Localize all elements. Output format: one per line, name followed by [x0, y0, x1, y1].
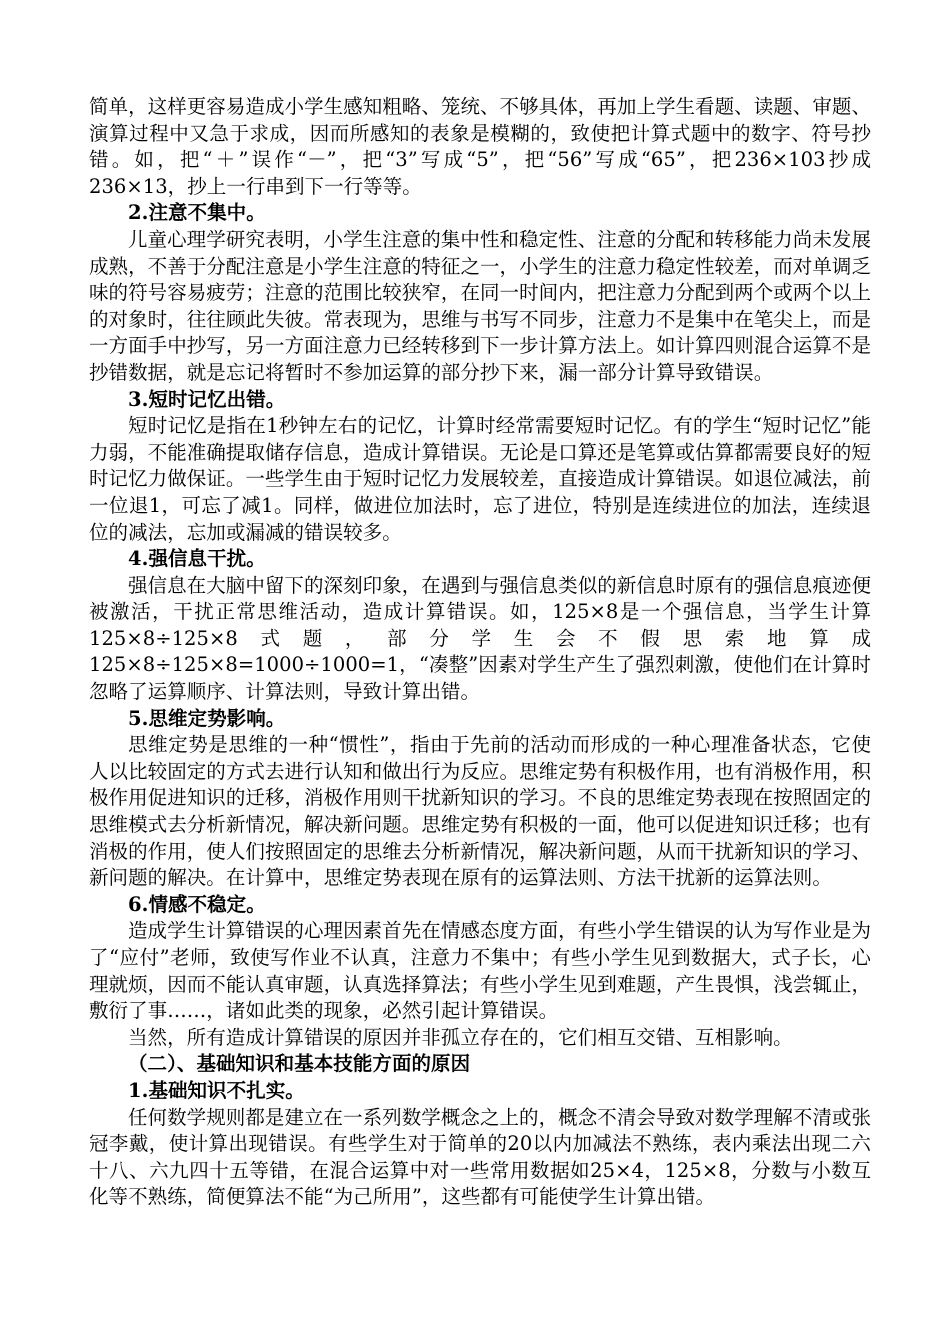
- section-heading-foundation: 1.基础知识不扎实。: [128, 1078, 305, 1102]
- paragraph-foundation: 任何数学规则都是建立在一系列数学概念之上的，概念不清会导致对数学理解不清或张冠李戴，使计算出现错误。有些学生对于简单的20以内加减法不熟练，表内乘法出现二六十八、六九四十五等错，在混合运算中对一些常用数据如25×4，125×8，分数与小数互化等不熟练，简便算法不能“为己所用”，这些都有可能使学生计算出错。: [89, 1105, 871, 1209]
- paragraph-memory: 短时记忆是指在1秒钟左右的记忆，计算时经常需要短时记忆。有的学生“短时记忆”能力弱，不能准确提取储存信息，造成计算错误。无论是口算还是笔算或估算都需要良好的短时记忆力做保证。一些学生由于短时记忆力发展较差，直接造成计算错误。如退位减法，前一位退1，可忘了减1。同样，做进位加法时，忘了进位，特别是连续进位的加法，连续退位的减法，忘加或漏减的错误较多。: [89, 414, 872, 544]
- section-heading-mindset: 5.思维定势影响。: [128, 706, 286, 730]
- paragraph-interference: 强信息在大脑中留下的深刻印象，在遇到与强信息类似的新信息时原有的强信息痕迹便被激活，干扰正常思维活动，造成计算错误。如，125×8是一个强信息，当学生计算125×8÷125×8式题，部分学生会不假思索地算成125×8÷125×8=1000÷1000=1，“凑整”因素对学生产生了强烈刺激，使他们在计算时忽略了运算顺序、计算法则，导致计算出错。: [89, 573, 871, 704]
- section-heading-basics: （二）、基础知识和基本技能方面的原因: [128, 1052, 471, 1076]
- paragraph-emotion: 造成学生计算错误的心理因素首先在情感态度方面，有些小学生错误的认为写作业是为了“应付”老师，致使写作业不认真，注意力不集中；有些小学生见到数据大，式子长，心理就烦，因而不能认真审题，认真选择算法；有些小学生见到难题，产生畏惧，浅尝辄止，敷衍了事……，诸如此类的现象，必然引起计算错误。: [89, 919, 872, 1023]
- paragraph-mindset: 思维定势是思维的一种“惯性”，指由于先前的活动而形成的一种心理准备状态，它使人以比较固定的方式去进行认知和做出行为反应。思维定势有积极作用，也有消极作用，积极作用促进知识的迁移，消极作用则干扰新知识的学习。不良的思维定势表现在按照固定的思维模式去分析新情况，解决新问题。思维定势有积极的一面，他可以促进知识迁移；也有消极的作用，使人们按照固定的思维去分析新情况，解决新问题，从而干扰新知识的学习、新问题的解决。在计算中，思维定势表现在原有的运算法则、方法干扰新的运算法则。: [89, 733, 872, 890]
- section-heading-memory: 3.短时记忆出错。: [128, 387, 286, 411]
- section-heading-attention: 2.注意不集中。: [128, 201, 266, 225]
- paragraph-attention: 儿童心理学研究表明，小学生注意的集中性和稳定性、注意的分配和转移能力尚未发展成熟，不善于分配注意是小学生注意的特征之一，小学生的注意力稳定性较差，而对单调乏味的符号容易疲劳；注意的范围比较狭窄，在同一时间内，把注意力分配到两个或两个以上的对象时，往往顾此失彼。常表现为，思维与书写不同步，注意力不是集中在笔尖上，而是一方面手中抄写，另一方面注意力已经转移到下一步计算方法上。如计算四则混合运算不是抄错数据，就是忘记将暂时不参加运算的部分抄下来，漏一部分计算导致错误。: [89, 227, 872, 384]
- section-heading-interference: 4.强信息干扰。: [128, 547, 266, 571]
- document-page: [89, 94, 871, 1211]
- section-heading-emotion: 6.情感不稳定。: [128, 892, 266, 916]
- paragraph-continued: 简单，这样更容易造成小学生感知粗略、笼统、不够具体，再加上学生看题、读题、审题、演算过程中又急于求成，因而所感知的表象是模糊的，致使把计算式题中的数字、符号抄错。如，把“＋”误作“－”，把“3”写成“5”，把“56”写成“65”，把236×103抄成236×13，抄上一行串到下一行等等。: [89, 95, 872, 198]
- paragraph-summary: 当然，所有造成计算错误的原因并非孤立存在的，它们相互交错、互相影响。: [128, 1025, 793, 1049]
